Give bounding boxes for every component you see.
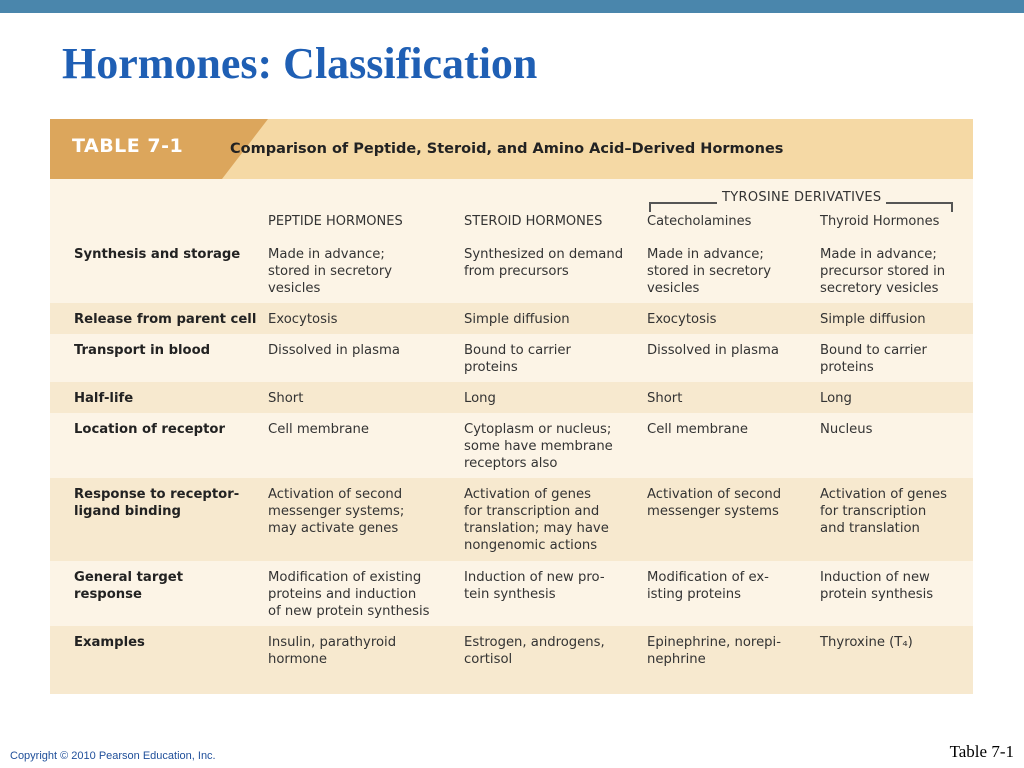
table-cell: Activation of second messenger systems bbox=[647, 487, 782, 519]
table-cell: Exocytosis bbox=[647, 312, 717, 327]
table-cell: Induction of new pro- tein synthesis bbox=[464, 570, 605, 602]
table-cell: Short bbox=[647, 391, 683, 406]
table-cell: Dissolved in plasma bbox=[647, 343, 779, 358]
table-row bbox=[50, 626, 973, 694]
table-row bbox=[50, 238, 973, 303]
table-cell: Made in advance; stored in secretory vesicles bbox=[647, 247, 772, 296]
table-cell: Insulin, parathyroid hormone bbox=[268, 635, 397, 667]
table-cell: Dissolved in plasma bbox=[268, 343, 400, 358]
table-cell: Epinephrine, norepi- nephrine bbox=[647, 635, 781, 667]
row-label: Response to receptor- ligand binding bbox=[74, 487, 240, 519]
table-cell: Made in advance; precursor stored in secretory vesicles bbox=[820, 247, 946, 296]
table-cell: Activation of second messenger systems; may activate genes bbox=[268, 487, 405, 536]
hormone-comparison-table bbox=[50, 119, 973, 694]
top-accent-bar bbox=[0, 0, 1024, 13]
table-row bbox=[50, 334, 973, 382]
table-cell: Simple diffusion bbox=[820, 312, 926, 327]
table-cell: Cell membrane bbox=[647, 422, 748, 437]
table-cell: Bound to carrier proteins bbox=[464, 343, 571, 375]
table-cell: Made in advance; stored in secretory vesicles bbox=[268, 247, 393, 296]
table-cell: Estrogen, androgens, cortisol bbox=[464, 635, 605, 667]
table-cell: Long bbox=[464, 391, 496, 406]
row-label: Location of receptor bbox=[74, 422, 225, 437]
table-cell: Bound to carrier proteins bbox=[820, 343, 927, 375]
slide-title: Hormones: Classification bbox=[62, 39, 538, 88]
footer-copyright: Copyright © 2010 Pearson Education, Inc. bbox=[10, 750, 216, 762]
table-cell: Simple diffusion bbox=[464, 312, 570, 327]
table-cell: Exocytosis bbox=[268, 312, 338, 327]
column-header-steroid: STEROID HORMONES bbox=[464, 214, 603, 229]
table-row bbox=[50, 413, 973, 478]
table-row bbox=[50, 478, 973, 561]
row-label: Synthesis and storage bbox=[74, 247, 241, 262]
column-header-thyroid: Thyroid Hormones bbox=[820, 214, 940, 229]
column-header-catecholamines: Catecholamines bbox=[647, 214, 752, 229]
table-cell: Activation of genes for transcription and translation bbox=[820, 487, 947, 536]
table-cell: Induction of new protein synthesis bbox=[820, 570, 934, 602]
column-header-peptide: PEPTIDE HORMONES bbox=[268, 214, 403, 229]
table-cell: Long bbox=[820, 391, 852, 406]
table-cell: Cytoplasm or nucleus; some have membrane receptors also bbox=[464, 422, 613, 471]
footer-table-reference: Table 7-1 bbox=[949, 742, 1014, 761]
table-tag: TABLE 7-1 bbox=[72, 135, 184, 157]
row-label: Transport in blood bbox=[74, 343, 211, 358]
row-label: Release from parent cell bbox=[74, 312, 257, 327]
table-row bbox=[50, 303, 973, 334]
row-label: Examples bbox=[74, 635, 145, 650]
row-label: General target response bbox=[74, 570, 184, 602]
table-cell: Synthesized on demand from precursors bbox=[464, 247, 624, 279]
table-cell: Cell membrane bbox=[268, 422, 369, 437]
row-label: Half-life bbox=[74, 391, 134, 406]
table-cell: Activation of genes for transcription and translation; may have nongenomic actions bbox=[464, 487, 609, 553]
group-label: TYROSINE DERIVATIVES bbox=[717, 190, 886, 205]
table-cell: Thyroxine (T₄) bbox=[820, 635, 913, 650]
table-row bbox=[50, 382, 973, 413]
table-cell: Nucleus bbox=[820, 422, 873, 437]
table-tag-box bbox=[50, 119, 222, 179]
table-cell: Modification of existing proteins and induction of new protein synthesis bbox=[268, 570, 430, 619]
table-cell: Short bbox=[268, 391, 304, 406]
table-row bbox=[50, 561, 973, 626]
table-caption: Comparison of Peptide, Steroid, and Amino Acid–Derived Hormones bbox=[230, 141, 784, 157]
table-cell: Modification of ex- isting proteins bbox=[647, 570, 769, 602]
table-header-band bbox=[50, 119, 973, 179]
